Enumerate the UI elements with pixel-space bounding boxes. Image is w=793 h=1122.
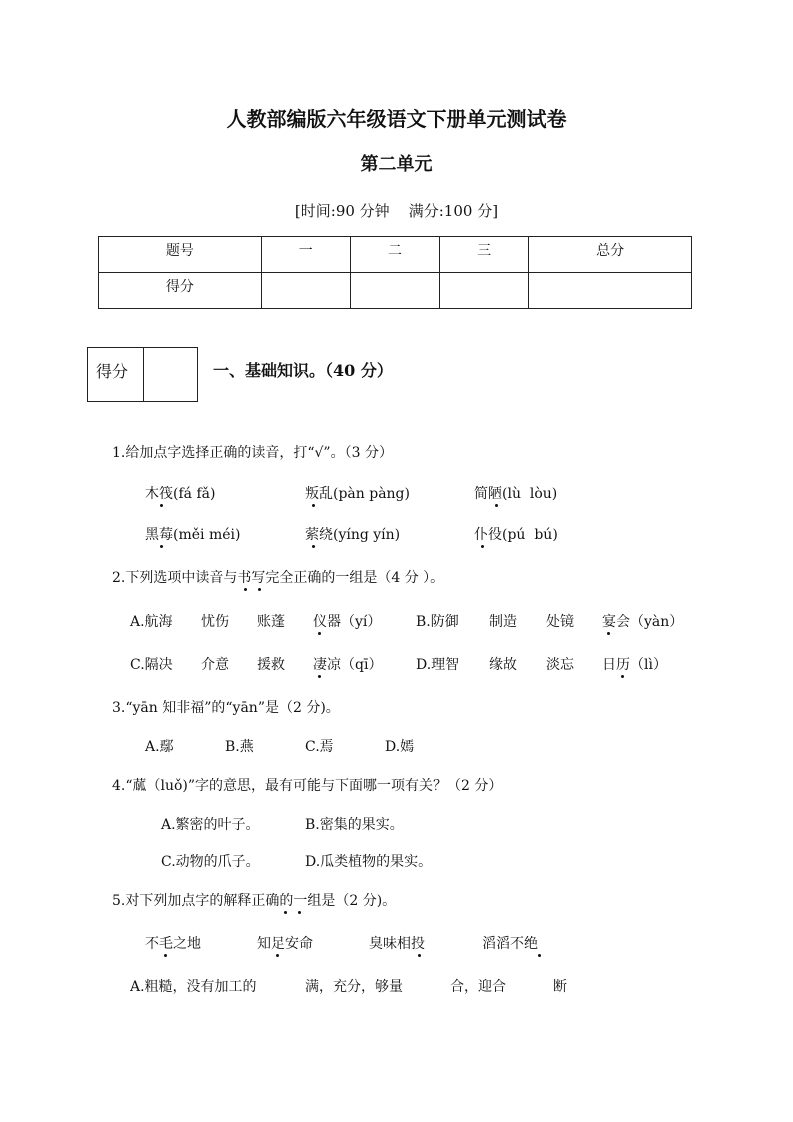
q1-item: 仆役(pú bú) — [474, 527, 558, 543]
q2-option-a-word: 账蓬 — [257, 614, 285, 630]
emphasis-dot — [481, 545, 484, 548]
q4-option: B.密集的果实。 — [305, 817, 404, 833]
score-table-header: 总分 — [529, 237, 692, 273]
emphasis-dot — [244, 588, 247, 591]
q3-option: B.燕 — [225, 739, 254, 755]
section-score-label: 得分 — [96, 362, 129, 381]
score-table-header: 题号 — [99, 237, 262, 273]
score-cell[interactable] — [261, 273, 350, 309]
q5-option-a-part: 断 — [553, 979, 567, 995]
score-table-header: 三 — [440, 237, 529, 273]
emphasis-dot — [495, 504, 498, 507]
q2-option-c-word: 介意 — [201, 657, 229, 673]
q4-option: C.动物的爪子。 — [161, 854, 260, 870]
q5-word: 不毛之地 — [145, 936, 201, 952]
q4-option: D.瓜类植物的果实。 — [305, 854, 433, 870]
emphasis-dot — [418, 954, 421, 957]
score-row-label: 得分 — [99, 273, 262, 309]
q2-option-d-word: 缘故 — [489, 657, 517, 673]
question-2-prompt: 2.下列选项中读音与书写完全正确的一组是（4 分 ）。 — [112, 570, 445, 586]
q5-option-a-part: 合，迎合 — [450, 979, 506, 995]
q1-item: 叛乱(pàn pàng) — [305, 486, 410, 502]
score-cell[interactable] — [350, 273, 439, 309]
q5-option-a-part: 满，充分，够量 — [305, 979, 403, 995]
q1-item: 简陋(lù lòu) — [474, 486, 558, 502]
emphasis-dot — [160, 504, 163, 507]
page-title: 人教部编版六年级语文下册单元测试卷 — [226, 107, 567, 131]
emphasis-dot — [284, 911, 287, 914]
emphasis-dot — [312, 504, 315, 507]
score-cell[interactable] — [440, 273, 529, 309]
score-table — [98, 236, 692, 309]
score-table-header: 二 — [350, 237, 439, 273]
q2-option-c: C.隔决 — [130, 657, 173, 673]
q2-option-d: D.理智 — [416, 657, 460, 673]
q5-word: 滔滔不绝 — [482, 936, 538, 952]
emphasis-dot — [164, 954, 167, 957]
q1-item: 黑莓(měi méi) — [145, 527, 241, 543]
emphasis-dot — [276, 954, 279, 957]
question-1-prompt: 1.给加点字选择正确的读音，打“√”。（3 分） — [112, 445, 393, 461]
emphasis-dot — [318, 675, 321, 678]
q2-option-d-word: 淡忘 — [546, 657, 574, 673]
q4-option: A.繁密的叶子。 — [161, 817, 260, 833]
q5-word: 臭味相投 — [369, 936, 425, 952]
q2-option-a: A.航海 — [130, 614, 173, 630]
emphasis-dot — [298, 911, 301, 914]
q3-option: C.焉 — [305, 739, 334, 755]
emphasis-dot — [607, 632, 610, 635]
emphasis-dot — [538, 954, 541, 957]
question-3-prompt: 3.“yān 知非福”的“yān”是（2 分)。 — [112, 700, 340, 716]
q2-option-b-word: 制造 — [489, 614, 517, 630]
q1-item: 萦绕(yíng yín) — [305, 527, 401, 543]
q5-word: 知足安命 — [257, 936, 313, 952]
q2-option-b: B.防御 — [416, 614, 459, 630]
unit-subtitle: 第二单元 — [360, 154, 433, 175]
q2-option-b-word: 处镜 — [546, 614, 574, 630]
score-table-header: 一 — [261, 237, 350, 273]
score-cell[interactable] — [529, 273, 692, 309]
q2-option-c-word: 援救 — [257, 657, 285, 673]
q3-option: A.鄢 — [145, 739, 174, 755]
emphasis-dot — [621, 675, 624, 678]
emphasis-dot — [160, 545, 163, 548]
emphasis-dot — [318, 632, 321, 635]
question-5-prompt: 5.对下列加点字的解释正确的一组是（2 分)。 — [112, 893, 397, 909]
score-table-score-row — [99, 273, 692, 309]
q1-item: 木筏(fá fǎ) — [145, 486, 216, 502]
question-4-prompt: 4.“蓏（luǒ)”字的意思，最有可能与下面哪一项有关？（2 分） — [112, 778, 503, 794]
q5-option-a: A.粗糙，没有加工的 — [130, 979, 257, 995]
score-table-header-row — [99, 237, 692, 273]
emphasis-dot — [258, 588, 261, 591]
section-score-box — [87, 347, 198, 402]
section-heading: 一、基础知识。（40 分） — [213, 361, 393, 380]
q2-option-a-word: 忧伤 — [201, 614, 229, 630]
time-info: [时间:90 分钟 满分:100 分] — [294, 202, 499, 220]
q3-option: D.嫣 — [385, 739, 415, 755]
emphasis-dot — [312, 545, 315, 548]
q2-option-d-word: 日历（lì） — [602, 657, 667, 673]
q2-option-a-word: 仪器（yí） — [313, 614, 382, 630]
section-score-divider — [143, 348, 144, 401]
q2-option-c-word: 凄凉（qī） — [313, 657, 383, 673]
q2-option-b-word: 宴会（yàn） — [602, 614, 684, 630]
